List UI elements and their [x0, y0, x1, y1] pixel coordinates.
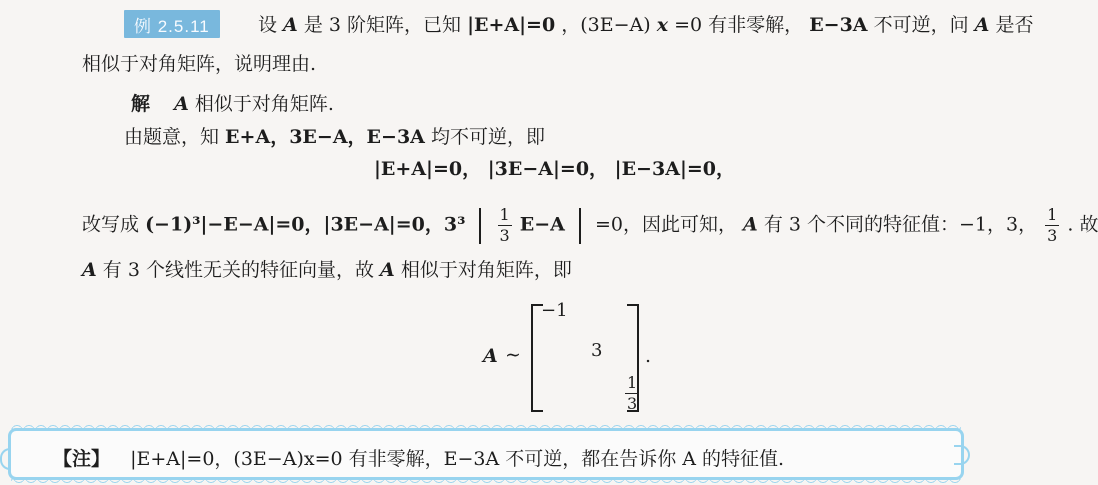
solution-label: 解 — [131, 93, 151, 115]
fraction-numerator: 1 — [499, 205, 510, 224]
reasoning-line-1 — [124, 128, 1073, 147]
problem-line-2-text: 相似于对角矩阵，说明理由. — [82, 53, 317, 75]
rewrite-part-1: (−1)³|−E−A|=0，|3E−A|=0，3³ — [145, 213, 466, 236]
reasoning-line-2 — [82, 205, 1098, 246]
matrix-label: A — [483, 345, 498, 367]
solution-line — [131, 95, 1073, 114]
determinant-equations — [374, 160, 1073, 179]
problem-tail: 是否 — [995, 14, 1034, 36]
rewrite-end: . 故 — [1067, 213, 1098, 236]
note-text: |E+A|=0，(3E−A)x=0 有非零解，E−3A 不可逆，都在告诉你 A 的特征值. — [130, 448, 785, 470]
matrix-a-symbol: A — [283, 14, 298, 36]
determinant-1: |E+A|=0 — [467, 14, 556, 36]
matrix-entry-2: 3 — [591, 340, 603, 361]
reasoning-suffix: 均不可逆，即 — [430, 126, 545, 148]
note-right-decoration — [954, 445, 970, 465]
matrix-entry-1: −1 — [541, 300, 568, 321]
problem-line-2 — [82, 55, 1073, 74]
conclusion-a-symbol: A — [82, 259, 97, 281]
conclusion-line — [82, 261, 1073, 280]
eigen-a-symbol: A — [743, 213, 758, 236]
reasoning-prefix: 由题意，知 — [124, 126, 226, 148]
matrix-a-symbol-2: A — [974, 14, 990, 36]
diagonal-matrix — [483, 298, 693, 416]
fraction-one-third — [498, 207, 512, 244]
fraction-eigenvalue — [1045, 207, 1059, 244]
note-label: 【注】 — [53, 448, 111, 470]
solution-a-symbol: A — [174, 93, 189, 115]
fraction-denominator: 3 — [499, 226, 510, 246]
matrix-expression-e3a: E−3A — [809, 14, 868, 36]
rewrite-prefix: 改写成 — [82, 213, 140, 236]
left-abs-bar — [479, 208, 481, 244]
eigen-fraction-denominator: 3 — [1047, 226, 1058, 246]
matrix-entry-3 — [623, 375, 641, 412]
problem-end: 不可逆，问 — [873, 14, 975, 36]
eigen-fraction-numerator: 1 — [1047, 205, 1058, 224]
note-content — [53, 444, 784, 471]
problem-middle-2: ，(3E−A) — [561, 14, 651, 36]
problem-prefix: 设 — [258, 14, 284, 36]
matrix-period: . — [645, 345, 652, 367]
reasoning-terms: E+A，3E−A，E−3A — [225, 126, 425, 148]
solution-text: 相似于对角矩阵. — [194, 93, 334, 115]
problem-middle-1: 是 3 阶矩阵，已知 — [303, 14, 468, 36]
conclusion-tail: 相似于对角矩阵，即 — [400, 259, 572, 281]
rewrite-part-4: 有 3 个不同的特征值：−1，3， — [763, 213, 1038, 236]
matrix-fraction — [625, 375, 639, 412]
problem-line-1 — [258, 16, 1073, 35]
vector-x-symbol: x — [656, 14, 669, 36]
rewrite-part-2: E−A — [519, 213, 565, 236]
rewrite-part-3: =0，因此可知， — [594, 213, 737, 236]
determinant-equations-text: |E+A|=0， |3E−A|=0， |E−3A|=0， — [374, 158, 735, 180]
problem-middle-3: =0 有非零解， — [674, 14, 804, 36]
example-tag: 例 2.5.11 — [124, 10, 220, 38]
note-box — [8, 428, 964, 480]
matrix-fraction-numerator: 1 — [627, 373, 638, 392]
matrix-fraction-denominator: 3 — [627, 394, 638, 414]
similarity-symbol: ∼ — [505, 344, 521, 366]
right-abs-bar — [579, 208, 581, 244]
conclusion-a-symbol-2: A — [380, 259, 395, 281]
conclusion-text: 有 3 个线性无关的特征向量，故 — [102, 259, 381, 281]
